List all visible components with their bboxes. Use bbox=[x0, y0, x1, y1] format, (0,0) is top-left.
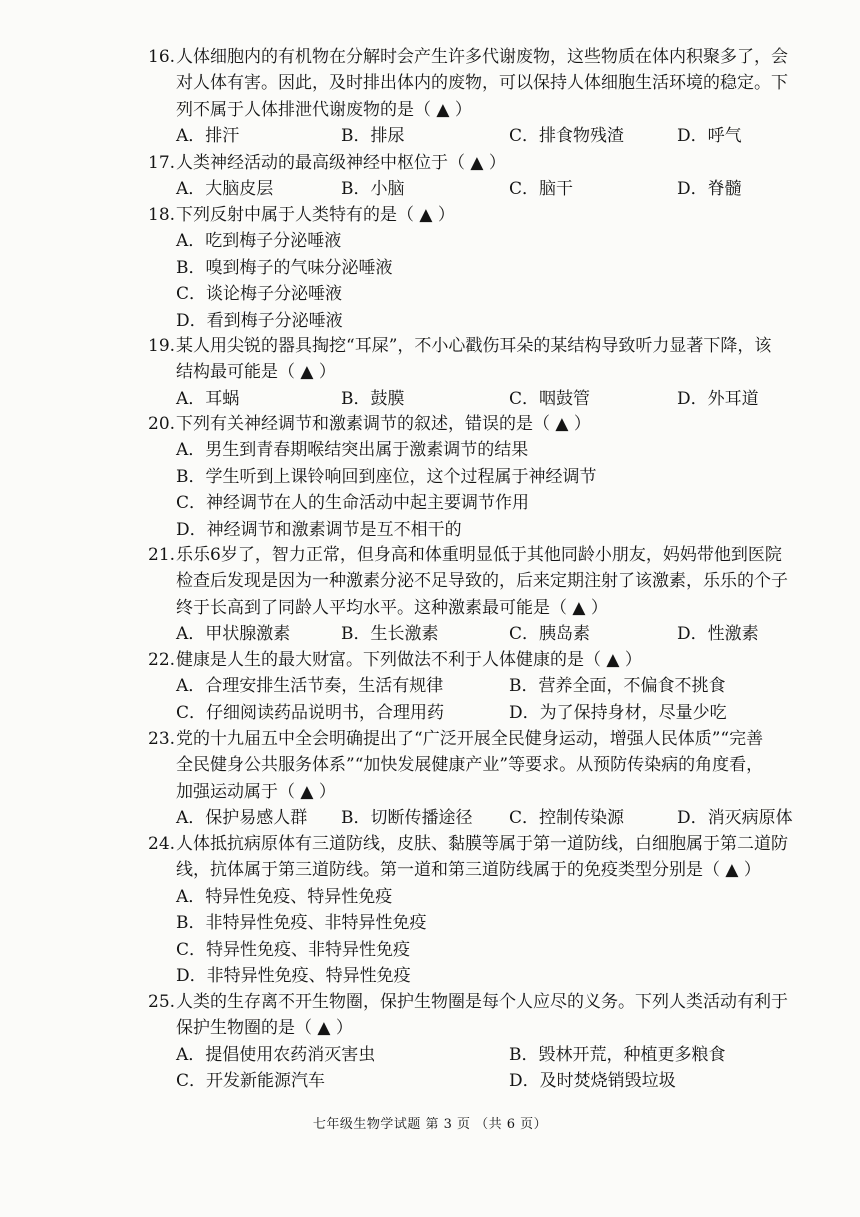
option-a: A．合理安排生活节奏，生活有规律 bbox=[176, 676, 444, 697]
options-row bbox=[176, 805, 793, 831]
options-row bbox=[176, 700, 788, 726]
question-17 bbox=[148, 150, 788, 203]
option-a: A．特异性免疫、特异性免疫 bbox=[176, 886, 393, 907]
options-row bbox=[176, 386, 788, 412]
question-number: 22. bbox=[148, 650, 176, 670]
option-a: A．保护易感人群 bbox=[176, 808, 308, 829]
option-b: B．营养全面，不偏食不挑食 bbox=[509, 676, 726, 697]
question-number: 21. bbox=[148, 545, 176, 565]
option-c: C．排食物残渣 bbox=[509, 126, 625, 147]
option-d: D．及时焚烧销毁垃圾 bbox=[509, 1071, 676, 1092]
options-row bbox=[176, 123, 788, 149]
option-a: A．提倡使用农药消灭害虫 bbox=[176, 1044, 376, 1065]
option-d: D．消灭病原体 bbox=[677, 808, 793, 829]
option-c: C．特异性免疫、非特异性免疫 bbox=[176, 939, 411, 960]
option-c: C．控制传染源 bbox=[509, 808, 625, 829]
question-text: 某人用尖锐的器具掏挖“耳屎”，不小心戳伤耳朵的某结构导致听力显著下降，该 bbox=[176, 336, 772, 356]
option-d: D．脊髓 bbox=[677, 179, 742, 200]
question-21 bbox=[148, 542, 788, 648]
option-a: A．男生到青春期喉结突出属于激素调节的结果 bbox=[176, 440, 529, 461]
question-number: 25. bbox=[148, 992, 176, 1012]
question-text: 对人体有害。因此，及时排出体内的废物，可以保持人体细胞生活环境的稳定。下 bbox=[176, 73, 788, 94]
option-b: B．排尿 bbox=[341, 126, 405, 147]
option-a: A．吃到梅子分泌唾液 bbox=[176, 231, 342, 252]
question-text: 结构最可能是（ ▲ ） bbox=[176, 362, 336, 383]
option-d: D．神经调节和激素调节是互不相干的 bbox=[176, 519, 462, 540]
question-text: 保护生物圈的是（ ▲ ） bbox=[176, 1018, 353, 1039]
question-text: 党的十九届五中全会明确提出了“广泛开展全民健身运动，增强人民体质”“完善 bbox=[176, 729, 764, 749]
option-c: C．谈论梅子分泌唾液 bbox=[176, 284, 343, 305]
page-footer: 七年级生物学试题 第 3 页 （共 6 页） bbox=[312, 1117, 548, 1132]
option-d: D．为了保持身材，尽量少吃 bbox=[509, 702, 727, 723]
option-b: B．生长激素 bbox=[341, 624, 439, 645]
question-18 bbox=[148, 202, 788, 334]
question-text: 列不属于人体排泄代谢废物的是（ ▲ ） bbox=[176, 99, 472, 120]
question-16 bbox=[148, 44, 788, 150]
question-text: 人体抵抗病原体有三道防线，皮肤、黏膜等属于第一道防线，白细胞属于第二道防 bbox=[176, 834, 788, 854]
option-a: A．甲状腺激素 bbox=[176, 624, 291, 645]
option-b: B．毁林开荒，种植更多粮食 bbox=[509, 1044, 726, 1065]
question-text: 终于长高到了同龄人平均水平。这种激素最可能是（ ▲ ） bbox=[176, 597, 608, 618]
option-c: C．胰岛素 bbox=[509, 624, 591, 645]
question-text: 乐乐6岁了，智力正常，但身高和体重明显低于其他同龄小朋友，妈妈带他到医院 bbox=[176, 545, 782, 565]
option-b: B．小脑 bbox=[341, 179, 405, 200]
options-row bbox=[176, 621, 788, 647]
option-c: C．仔细阅读药品说明书，合理用药 bbox=[176, 702, 445, 723]
question-text: 下列反射中属于人类特有的是（ ▲ ） bbox=[176, 205, 455, 225]
question-19 bbox=[148, 333, 788, 412]
options-row bbox=[176, 1042, 788, 1068]
option-b: B．嗅到梅子的气味分泌唾液 bbox=[176, 257, 393, 278]
option-b: B．切断传播途径 bbox=[341, 808, 473, 829]
question-text: 线，抗体属于第三道防线。第一道和第三道防线属于的免疫类型分别是（ ▲ ） bbox=[176, 860, 761, 881]
question-23 bbox=[148, 726, 793, 832]
options-row bbox=[176, 673, 788, 699]
option-d: D．看到梅子分泌唾液 bbox=[176, 310, 343, 331]
option-c: C．开发新能源汽车 bbox=[176, 1071, 326, 1092]
option-c: C．脑干 bbox=[509, 179, 574, 200]
question-number: 20. bbox=[148, 414, 176, 434]
option-d: D．非特异性免疫、特异性免疫 bbox=[176, 966, 411, 987]
question-text: 全民健身公共服务体系”“加快发展健康产业”等要求。从预防传染病的角度看， bbox=[176, 755, 764, 776]
question-text: 人体细胞内的有机物在分解时会产生许多代谢废物，这些物质在体内积聚多了，会 bbox=[176, 47, 788, 67]
option-c: C．咽鼓管 bbox=[509, 388, 591, 409]
option-a: A．大脑皮层 bbox=[176, 179, 274, 200]
question-24 bbox=[148, 831, 788, 989]
question-25 bbox=[148, 989, 788, 1095]
option-d: D．性激素 bbox=[677, 624, 759, 645]
question-number: 19. bbox=[148, 336, 176, 356]
question-text: 下列有关神经调节和激素调节的叙述，错误的是（ ▲ ） bbox=[176, 414, 591, 434]
question-text: 人类的生存离不开生物圈，保护生物圈是每个人应尽的义务。下列人类活动有利于 bbox=[176, 992, 788, 1012]
option-d: D．呼气 bbox=[677, 126, 742, 147]
question-number: 18. bbox=[148, 205, 176, 225]
question-number: 24. bbox=[148, 834, 176, 854]
option-d: D．外耳道 bbox=[677, 388, 759, 409]
question-20 bbox=[148, 411, 788, 543]
option-a: A．排汗 bbox=[176, 126, 240, 147]
question-22 bbox=[148, 647, 788, 726]
question-text: 健康是人生的最大财富。下列做法不利于人体健康的是（ ▲ ） bbox=[176, 650, 642, 670]
option-b: B．学生听到上课铃响回到座位，这个过程属于神经调节 bbox=[176, 466, 597, 487]
question-text: 人类神经活动的最高级神经中枢位于（ ▲ ） bbox=[176, 153, 506, 173]
question-number: 23. bbox=[148, 729, 176, 749]
option-c: C．神经调节在人的生命活动中起主要调节作用 bbox=[176, 493, 530, 514]
option-a: A．耳蜗 bbox=[176, 388, 240, 409]
options-row bbox=[176, 176, 788, 202]
question-number: 16. bbox=[148, 47, 176, 67]
question-number: 17. bbox=[148, 153, 176, 173]
option-b: B．鼓膜 bbox=[341, 388, 405, 409]
options-row bbox=[176, 1068, 788, 1094]
option-b: B．非特异性免疫、非特异性免疫 bbox=[176, 913, 427, 934]
question-text: 加强运动属于（ ▲ ） bbox=[176, 781, 336, 802]
question-text: 检查后发现是因为一种激素分泌不足导致的，后来定期注射了该激素，乐乐的个子 bbox=[176, 571, 788, 592]
